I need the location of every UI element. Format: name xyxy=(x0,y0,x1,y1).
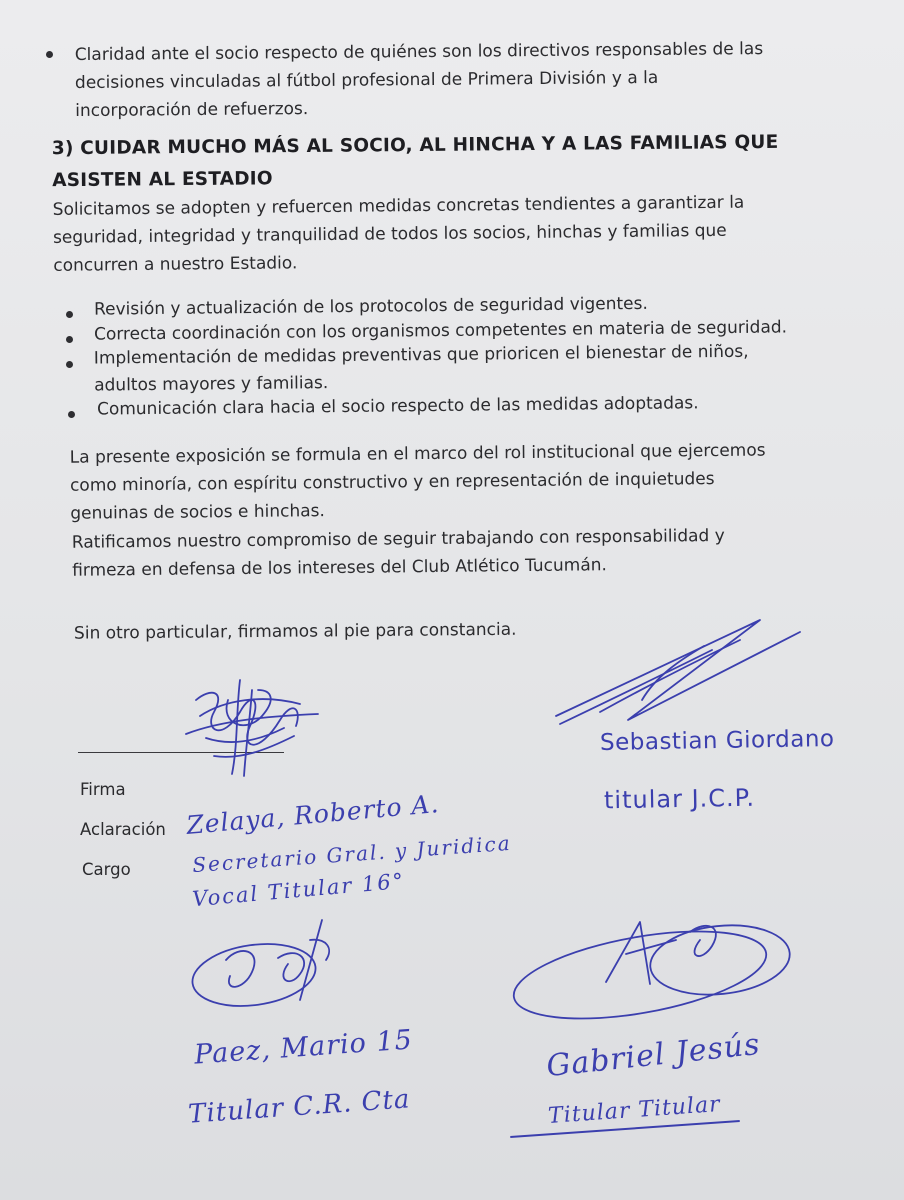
handwritten-role-2: titular J.C.P. xyxy=(603,783,756,815)
handwritten-role-3: Titular C.R. Cta xyxy=(187,1084,412,1130)
handwritten-name-2: Sebastian Giordano xyxy=(599,725,835,757)
label-cargo: Cargo xyxy=(82,860,131,879)
label-aclaracion: Aclaración xyxy=(80,820,166,839)
signature-2-mark xyxy=(556,620,800,724)
signature-4-mark xyxy=(507,915,793,1034)
bullet-revision: Revisión y actualización de los protocolos de seguridad vigentes. xyxy=(93,293,648,320)
bullet-comunicacion: Comunicación clara hacia el socio respecto de las medidas adoptadas. xyxy=(96,393,699,420)
handwritten-role-4: Titular Titular xyxy=(547,1092,722,1129)
signature-3-mark xyxy=(188,920,329,1013)
signature-1-mark xyxy=(186,680,318,776)
handwritten-name-1: Zelaya, Roberto A. xyxy=(185,789,441,840)
label-firma: Firma xyxy=(80,780,126,799)
bullet-claridad: Claridad ante el socio respecto de quiénes son los directivos responsables de las decisiones vinculadas al fútbol profesional de Primera División y a la incorporación de refuerzos. xyxy=(74,39,764,122)
paragraph-sin-otro: Sin otro particular, firmamos al pie para constancia. xyxy=(73,619,517,644)
bullet-coordinacion: Correcta coordinación con los organismos competentes en materia de seguridad. xyxy=(93,317,788,345)
paragraph-exposicion: La presente exposición se formula en el marco del rol institucional que ejercemos como minoría, con espíritu constructivo y en representación de inquietudes genuinas de socios e hinchas. xyxy=(69,440,766,524)
handwritten-name-4: Gabriel Jesús xyxy=(544,1026,763,1085)
handwritten-role-1b: Vocal Titular 16° xyxy=(191,868,407,912)
handwritten-name-3: Paez, Mario 15 xyxy=(193,1024,414,1071)
paragraph-ratificamos: Ratificamos nuestro compromiso de seguir trabajando con responsabilidad y firmeza en defensa de los intereses del Club Atlético Tucumán. xyxy=(71,525,725,581)
bullet-implementacion: Implementación de medidas preventivas que prioricen el bienestar de niños, adultos mayores y familias. xyxy=(93,341,749,396)
section-3-intro: Solicitamos se adopten y refuercen medidas concretas tendientes a garantizar la seguridad, integridad y tranquilidad de todos los socios, hinchas y familias que concurren a nuestro Estadio. xyxy=(52,192,745,276)
section-3-heading: 3) CUIDAR MUCHO MÁS AL SOCIO, AL HINCHA Y A LAS FAMILIAS QUE ASISTEN AL ESTADIO xyxy=(51,131,779,192)
handwritten-role-1a: Secretario Gral. y Juridica xyxy=(191,830,513,878)
